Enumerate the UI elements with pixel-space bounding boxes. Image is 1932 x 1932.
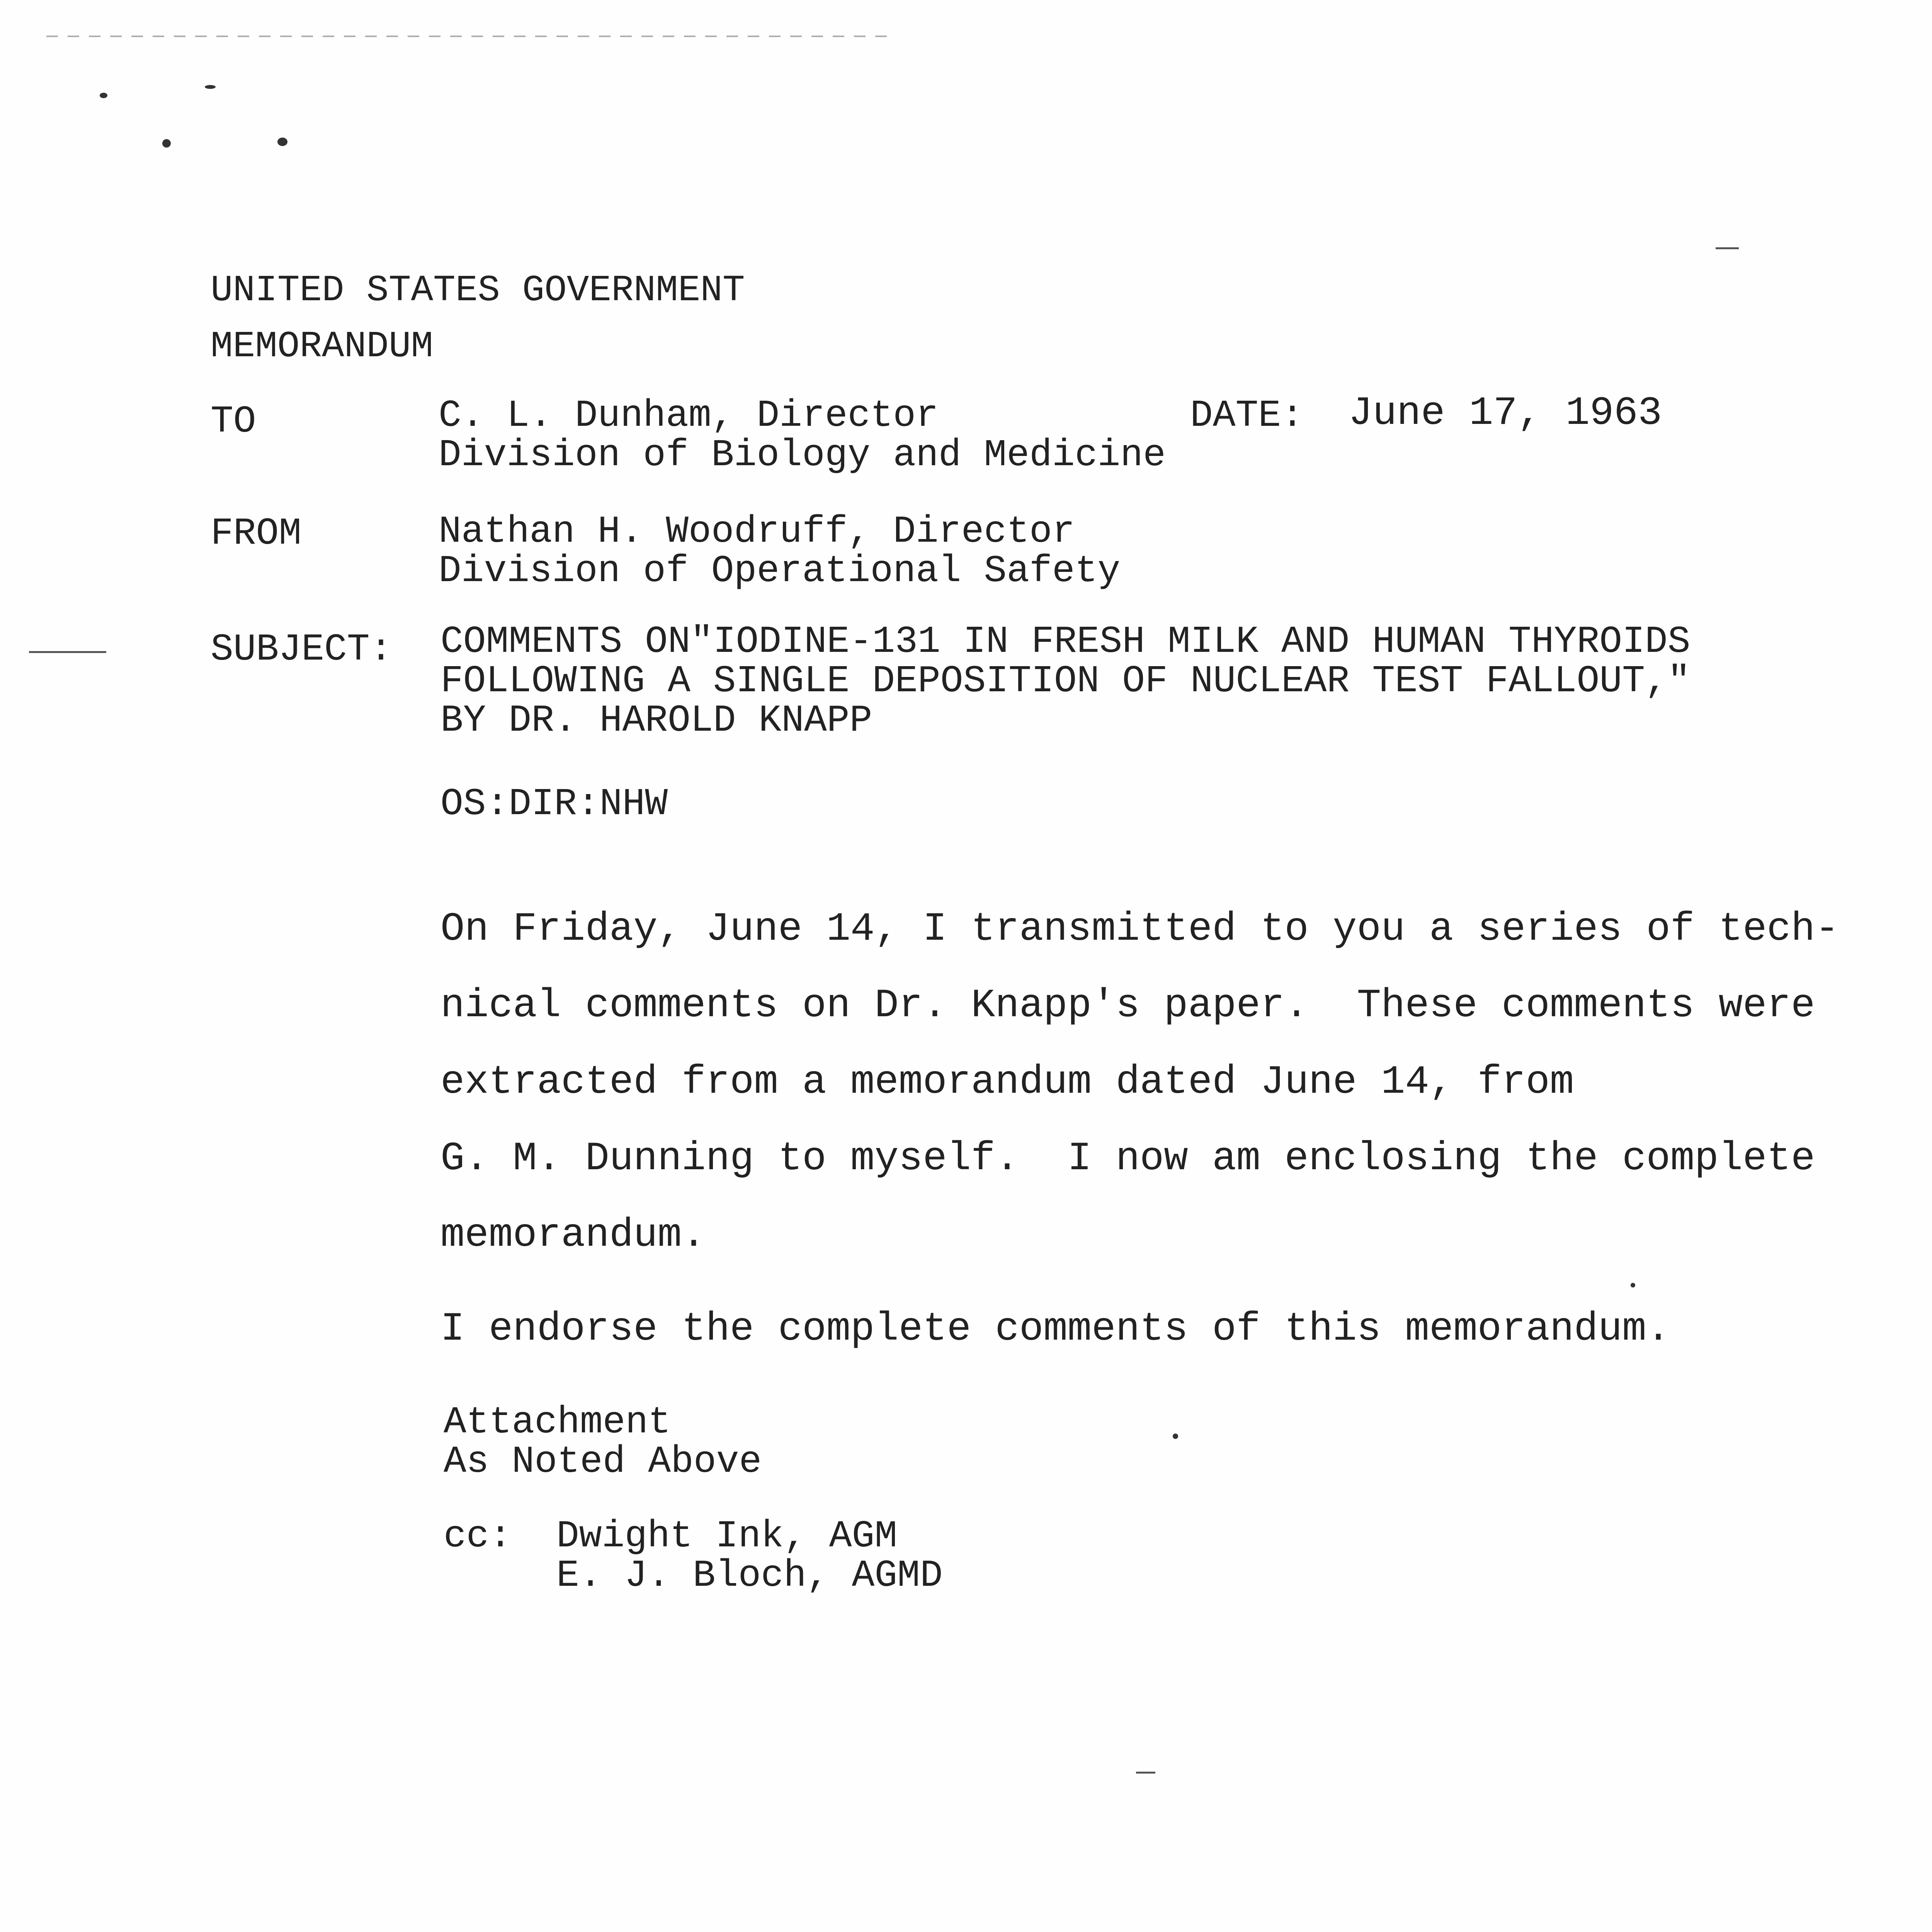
- attachment-line-1: Attachment: [444, 1401, 671, 1444]
- body-line-5: memorandum.: [440, 1213, 706, 1258]
- subject-line-2: FOLLOWING A SINGLE DEPOSITION OF NUCLEAR TEST FALLOUT,": [440, 660, 1690, 703]
- from-label: FROM: [211, 512, 302, 555]
- attachment-line-2: As Noted Above: [444, 1440, 762, 1483]
- header-line-2: MEMORANDUM: [211, 325, 434, 367]
- date-label: DATE:: [1190, 395, 1304, 437]
- body-paragraph-2: I endorse the complete comments of this memorandum.: [440, 1306, 1670, 1352]
- date-value: June 17, 1963: [1349, 391, 1662, 436]
- subject-label: SUBJECT:: [211, 628, 393, 671]
- reference-code: OS:DIR:NHW: [440, 783, 668, 826]
- body-line-3: extracted from a memorandum dated June 14, from: [440, 1060, 1574, 1105]
- header-line-1: UNITED STATES GOVERNMENT: [211, 269, 745, 311]
- from-name: Nathan H. Woodruff, Director: [439, 510, 1075, 553]
- speck: [100, 93, 107, 98]
- body-line-2: nical comments on Dr. Knapp's paper. These comments were: [440, 983, 1815, 1029]
- to-division: Division of Biology and Medicine: [439, 434, 1166, 477]
- cc-recipient-1: Dwight Ink, AGM: [556, 1515, 898, 1558]
- center-mark: [1136, 1772, 1155, 1774]
- right-mark: [1716, 247, 1739, 249]
- cc-recipient-2: E. J. Bloch, AGMD: [556, 1554, 943, 1597]
- to-name: C. L. Dunham, Director: [439, 395, 939, 437]
- body-line-1: On Friday, June 14, I transmitted to you a series of tech-: [440, 906, 1839, 952]
- speck: [162, 139, 171, 148]
- subject-line-3: BY DR. HAROLD KNAPP: [440, 699, 872, 742]
- from-division: Division of Operational Safety: [439, 550, 1121, 593]
- speck: [277, 138, 287, 146]
- speck: [205, 85, 216, 89]
- speck: [1631, 1283, 1635, 1287]
- speck: [1173, 1434, 1178, 1439]
- subject-line-1: COMMENTS ON"IODINE-131 IN FRESH MILK AND HUMAN THYROIDS: [440, 621, 1690, 663]
- margin-mark: [29, 651, 106, 653]
- to-label: TO: [211, 400, 256, 443]
- top-scan-edge: [46, 36, 896, 37]
- cc-label: cc:: [444, 1515, 512, 1558]
- body-line-4: G. M. Dunning to myself. I now am enclosing the complete: [440, 1136, 1815, 1182]
